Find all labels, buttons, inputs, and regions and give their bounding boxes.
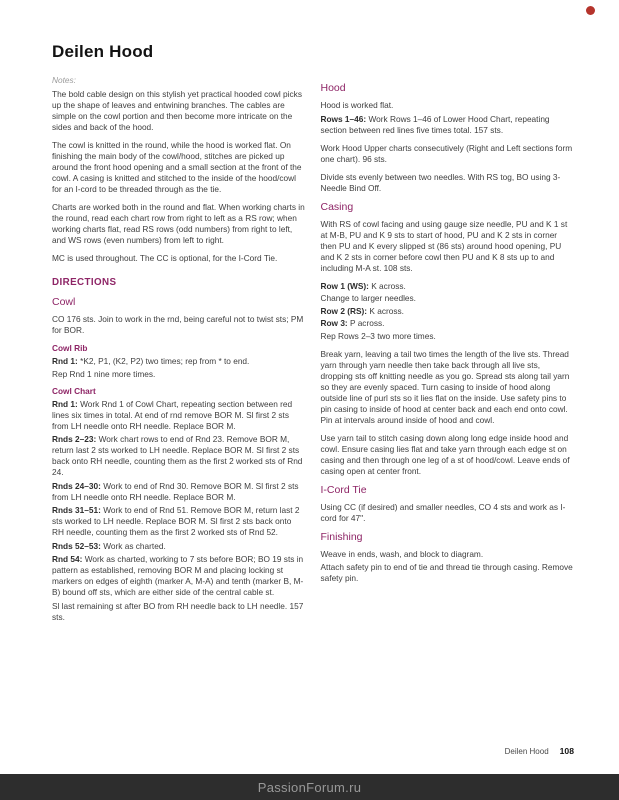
footer-page-number: 108: [559, 746, 574, 756]
cowl-rib-heading: Cowl Rib: [52, 343, 88, 353]
instruction-row: [52, 481, 306, 503]
notes-paragraph: The bold cable design on this stylish yet practical hooded cowl picks up the shape of leaves and entwining branches. The cables are simple on the cowl portion and then become more intricate on the sides and back of the hood.: [52, 89, 302, 132]
finishing-heading: Finishing: [320, 530, 363, 543]
instruction-row: [52, 356, 306, 367]
instruction-lead: Row 3:: [320, 318, 348, 328]
hood-heading: Hood: [320, 82, 346, 94]
cowl-cast-on: CO 176 sts. Join to work in the rnd, being careful not to twist sts; PM for BOR.: [52, 314, 304, 335]
icord-text: Using CC (if desired) and smaller needles, CO 4 sts and work as I-cord for 47".: [320, 501, 566, 523]
casing-paragraph: Break yarn, leaving a tail two times the length of the live sts. Thread yarn through yarn needle then take back through all live sts, dropping sts off knitting needle as you go. Spread sts along tail yarn so they are evenly spaced. Turn casing to inside of hood along outside line of purl sts so it lies flat on the inside. Use safety pins to pin casing to inside of hood at center back and each end onto cowl. Pin at intervals around inside of hood and cowl.: [320, 348, 570, 425]
instruction-text: Work to end of Rnd 51. Remove BOR M, return last 2 sts worked to LH needle. Replace BOR M. Sl first 2 sts back onto RH needle, counting them as the first 2 worked sts of Rnd 52.: [52, 505, 300, 537]
page-title: Deilen Hood: [52, 42, 154, 61]
notes-label: Notes:: [52, 75, 76, 85]
instruction-text: Change to larger needles.: [320, 293, 416, 303]
instruction-text: Work Rnd 1 of Cowl Chart, repeating section between red lines six times in total. At end of rnd remove BOR M. Sl first 2 sts from LH needle onto RH needle. Replace BOR M.: [52, 398, 293, 431]
notes-paragraph: Charts are worked both in the round and flat. When working charts in the round, read each chart row from right to left as a RS row; when working charts flat, read RS rows (odd numbers) from right to left, and WS rows (even numbers) from left to right.: [52, 202, 305, 245]
casing-heading: Casing: [320, 200, 354, 213]
instruction-lead: Rnd 1:: [52, 398, 78, 409]
notes-paragraph: MC is used throughout. The CC is optional, for the I-Cord Tie.: [52, 253, 278, 263]
footer-title: Deilen Hood: [504, 747, 549, 756]
casing-rows: [321, 281, 575, 342]
instruction-row: [321, 293, 575, 304]
finishing-paragraph: Attach safety pin to end of tie and thread tie through casing. Remove safety pin.: [320, 562, 573, 583]
directions-heading: DIRECTIONS: [52, 277, 117, 288]
right-column: [321, 42, 575, 625]
instruction-lead: Rnds 2–23:: [52, 434, 97, 444]
watermark-bar: [0, 774, 619, 800]
instruction-row: [52, 434, 306, 478]
instruction-row: [52, 554, 306, 598]
instruction-lead: Row 2 (RS):: [320, 305, 368, 316]
page-content: [52, 42, 574, 625]
instruction-text: Work as charted, working to 7 sts before BOR; BO 19 sts in pattern as established, removing BOR M and placing locking st markers on edges of eighth (marker A, M-A) and tenth (marker B, M-B) bound off sts, which are either side of the central cable st.: [52, 554, 304, 597]
cowl-chart-heading: Cowl Chart: [52, 385, 96, 396]
notes-paragraph: The cowl is knitted in the round, while the hood is worked flat. On finishing the main body of the cowl/hood, stitches are picked up around the front hood opening and a small section at the front of the cowl. A casing is knitted and stitched to the inside of the hood/cowl for an I-cord to be threaded through as the tie.: [52, 140, 302, 194]
finishing-paragraph: Weave in ends, wash, and block to diagram.: [320, 548, 484, 559]
instruction-row: Sl last remaining st after BO from RH needle back to LH needle. 157 sts.: [52, 600, 304, 622]
instruction-text: P across.: [347, 318, 385, 328]
instruction-lead: Rnds 24–30:: [52, 480, 101, 491]
instruction-row: [321, 331, 575, 342]
left-column: [52, 42, 306, 625]
instruction-text: Work as charted.: [100, 540, 166, 551]
instruction-lead: Rnds 52–53:: [52, 540, 101, 551]
instruction-lead: Row 1 (WS):: [320, 280, 369, 291]
instruction-text: *K2, P1, (K2, P2) two times; rep from * to end.: [77, 356, 250, 366]
instruction-row: [321, 114, 575, 136]
instruction-row: Rep Rnd 1 nine more times.: [52, 368, 156, 379]
instruction-text: Work Rows 1–46 of Lower Hood Chart, repeating section between red lines five times total. 157 sts.: [320, 113, 550, 135]
instruction-lead: Rnd 1:: [52, 356, 78, 366]
casing-pickup: With RS of cowl facing and using gauge size needle, PU and K 1 st at M-B, PU and K 9 sts to start of hood, PU and K 2 sts in corner then PU and K every slipped st (86 sts) around hood opening, PU and K 2 sts in corner before cowl then PU and K 8 sts up to and including M-A st. 108 sts.: [320, 218, 568, 273]
instruction-lead: Rows 1–46:: [320, 113, 367, 124]
instruction-lead: Rnd 54:: [52, 554, 83, 564]
hood-bind-off: Divide sts evenly between two needles. With RS tog, BO using 3-Needle Bind Off.: [320, 171, 561, 193]
instruction-text: K across.: [368, 280, 406, 291]
instruction-row: [321, 281, 575, 292]
instruction-row: [52, 541, 306, 552]
instruction-text: K across.: [367, 305, 404, 316]
instruction-text: Work to end of Rnd 30. Remove BOR M. Sl first 2 sts from LH needle onto RH needle. Replace BOR M.: [52, 480, 299, 502]
hood-intro: Hood is worked flat.: [320, 100, 394, 110]
instruction-row: [52, 505, 306, 538]
cowl-heading: Cowl: [52, 296, 76, 308]
instruction-row: [321, 318, 575, 329]
instruction-text: Rep Rows 2–3 two more times.: [320, 330, 436, 341]
instruction-row: [321, 306, 575, 317]
instruction-text: Work chart rows to end of Rnd 23. Remove BOR M, return last 2 sts worked to LH needle. Replace BOR M. Sl first 2 sts back onto RH needle, counting them as the first 2 worked sts of Rnd 24.: [52, 434, 303, 477]
instruction-lead: Rnds 31–51:: [52, 505, 101, 515]
instruction-row: [52, 399, 306, 432]
corner-mark-icon: [586, 6, 595, 15]
icord-heading: I-Cord Tie: [320, 483, 367, 496]
hood-upper: Work Hood Upper charts consecutively (Right and Left sections form one chart). 96 sts.: [320, 142, 573, 164]
page-footer: [505, 746, 574, 756]
watermark-text: PassionForum.ru: [257, 779, 362, 795]
casing-paragraph: Use yarn tail to stitch casing down along long edge inside hood and cowl. Ensure casing lies flat and take yarn through each edge st on casing and then through one leg of a st of hood/cowl. Leave ends of casing open at center front.: [320, 432, 570, 476]
